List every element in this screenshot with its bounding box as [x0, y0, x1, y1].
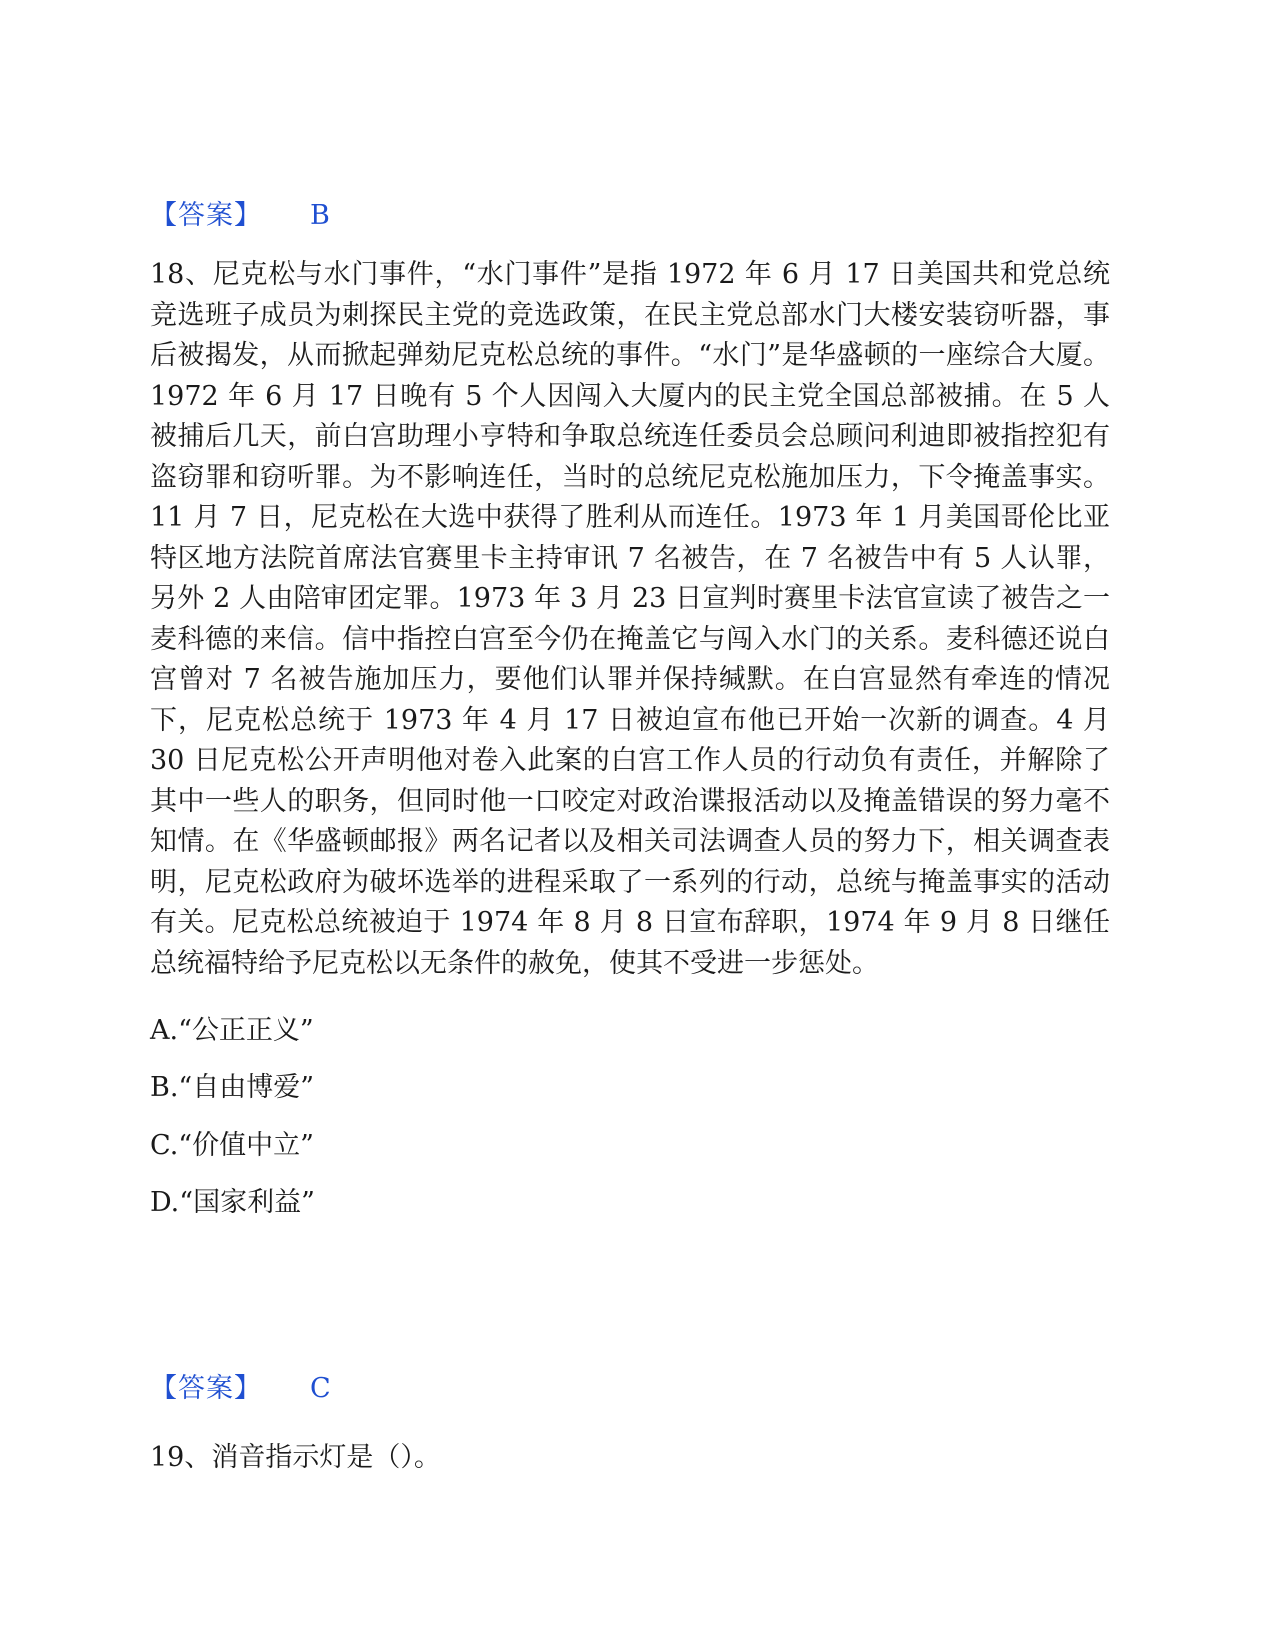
question-19	[150, 1438, 1110, 1478]
option-list	[150, 1002, 1110, 1231]
option-a: A.“公正正义”	[150, 1015, 314, 1046]
answer-label: 【答案】	[150, 1373, 262, 1404]
option-d: D.“国家利益”	[150, 1186, 315, 1218]
question-stem: 19、消音指示灯是（）。	[150, 1442, 441, 1473]
answer-line	[150, 1371, 331, 1407]
option-b: B.“自由博爱”	[150, 1072, 315, 1104]
answer-value: B	[310, 200, 330, 231]
option-c: C.“价值中立”	[150, 1129, 314, 1161]
question-stem: 18、尼克松与水门事件，“水门事件”是指 1972 年 6 月 17 日美国共和党总统竞选班子成员为刺探民主党的竞选政策，在民主党总部水门大楼安装窃听器，事后被揭发，从而掀起弹劾尼克松总统的事件。“水门”是华盛顿的一座综合大厦。1972 年 6 月 17 日晚有 5 个人因闯入大厦内的民主党全国总部被捕。在 5 人被捕后几天，前白宫助理小亨特和争取总统连任委员会总顾问利迪即被指控犯有盗窃罪和窃听罪。为不影响连任，当时的总统尼克松施加压力，下令掩盖事实。11 月 7 日，尼克松在大选中获得了胜利从而连任。1973 年 1 月美国哥伦比亚特区地方法院首席法官赛里卡主持审讯 7 名被告，在 7 名被告中有 5 人认罪，另外 2 人由陪审团定罪。1973 年 3 月 23 日宣判时赛里卡法官宣读了被告之一麦科德的来信。信中指控白宫至今仍在掩盖它与闯入水门的关系。麦科德还说白宫曾对 7 名被告施加压力，要他们认罪并保持缄默。在白宫显然有牵连的情况下，尼克松总统于 1973 年 4 月 17 日被迫宣布他已开始一次新的调查。4 月 30 日尼克松公开声明他对卷入此案的白宫工作人员的行动负有责任，并解除了其中一些人的职务，但同时他一口咬定对政治谍报活动以及掩盖错误的努力毫不知情。在《华盛顿邮报》两名记者以及相关司法调查人员的努力下，相关调查表明，尼克松政府为破坏选举的进程采取了一系列的行动，总统与掩盖事实的活动有关。尼克松总统被迫于 1974 年 8 月 8 日宣布辞职，1974 年 9 月 8 日继任总统福特给予尼克松以无条件的赦免，使其不受进一步惩处。	[150, 259, 1110, 979]
answer-line	[150, 198, 330, 234]
answer-value: C	[310, 1373, 331, 1404]
answer-label: 【答案】	[150, 200, 262, 231]
question-18	[150, 255, 1110, 1231]
